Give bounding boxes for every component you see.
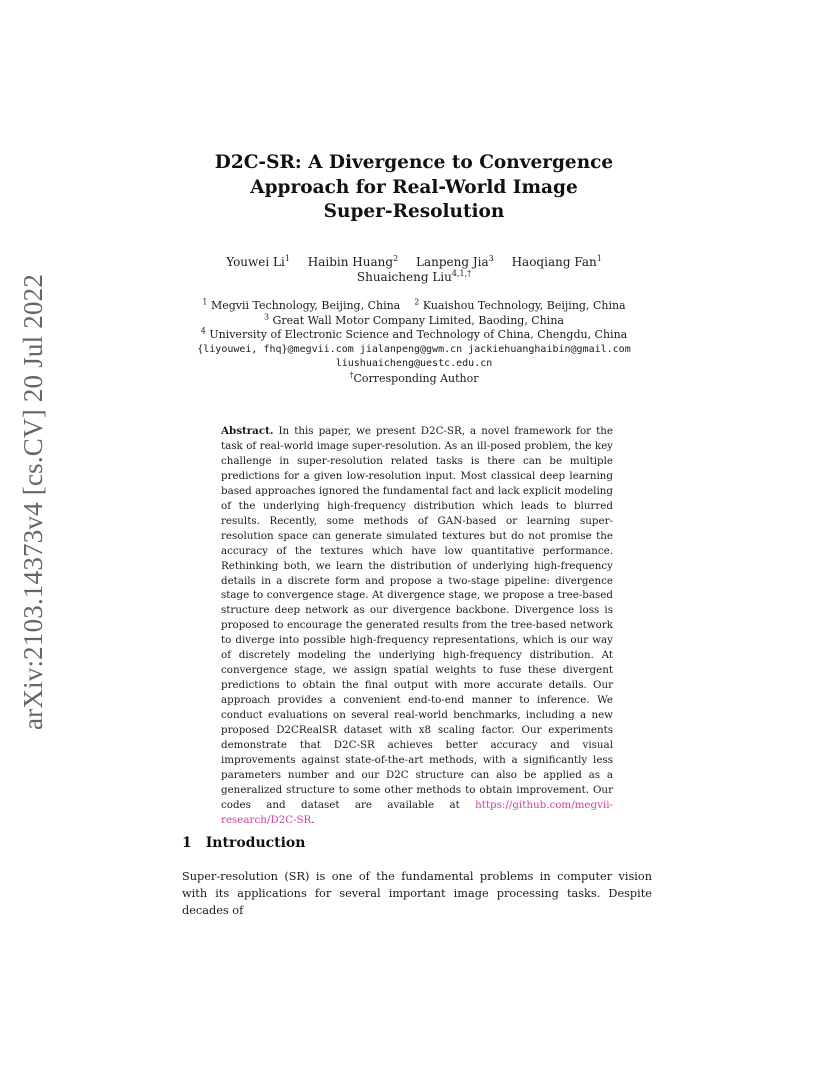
section-title: Introduction: [205, 835, 306, 851]
affiliations: $^1$ Megvii Technology, Beijing, China $^2$ Kuaishou Technology, Beijing, China $^3$ Great Wall Motor Company Limited, Baoding, China $^4$ University of Electronic Science and Technology of China, Chengdu, China {liyouwei, fhq}@megvii.com jialanpeng@gwm.cn jackiehuanghaibin@gmail.com liushuaicheng@uestc.edu.cn †Corresponding Author: [0, 299, 828, 387]
title-line: Approach for Real-World Image: [250, 176, 578, 198]
intro-paragraph: Super-resolution (SR) is one of the fundamental problems in computer vision with its applications for several important image processing tasks. Despite decades of: [182, 870, 652, 917]
arxiv-identifier: arXiv:2103.14373v4 [cs.CV] 20 Jul 2022: [18, 273, 48, 730]
affiliation: Megvii Technology, Beijing, China: [210, 299, 401, 312]
section-heading: [182, 835, 319, 851]
author: Youwei Li$^1$: [226, 254, 290, 269]
abstract-text: In this paper, we present D2C-SR, a novel framework for the task of real-world image super-resolution. As an ill-posed problem, the key challenge in super-resolution related tasks is there can be multiple predictions for a given low-resolution input. Most classical deep learning based approaches ignored the fundamental fact and lack explicit modeling of the underlying high-frequency distribution which leads to blurred results. Recently, some methods of GAN-based or learning super-resolution space can generate simulated textures but do not promise the accuracy of the textures which have low quantitative performance. Rethinking both, we learn the distribution of underlying high-frequency details in a discrete form and propose a two-stage pipeline: divergence stage to convergence stage. At divergence stage, we propose a tree-based structure deep network as our divergence backbone. Divergence loss is proposed to encourage the generated results from the tree-based network to diverge into possible high-frequency representations, which is our way of discretely modeling the underlying high-frequency distribution. At convergence stage, we assign spatial weights to fuse these divergent predictions to obtain the final output with more accurate details. Our approach provides a convenient end-to-end manner to inference. We conduct evaluations on several real-world benchmarks, including a new proposed D2CRealSR dataset with x8 scaling factor. Our experiments demonstrate that D2C-SR achieves better accuracy and visual improvements against state-of-the-art methods, with a significantly less parameters number and our D2C structure can also be applied as a generalized structure to some other methods to obtain improvement. Our codes and dataset are available at: [221, 425, 613, 811]
author: Lanpeng Jia$^3$: [415, 254, 494, 269]
affiliation: Kuaishou Technology, Beijing, China: [422, 299, 626, 312]
title-line: D2C-SR: A Divergence to Convergence: [214, 152, 614, 173]
email-addresses: {liyouwei, fhq}@megvii.com jialanpeng@gwm.cn jackiehuanghaibin@gmail.com: [197, 343, 631, 355]
abstract-label: Abstract.: [221, 425, 274, 437]
title-line: Super-Resolution: [323, 201, 505, 222]
author: Haoqiang Fan$^1$: [511, 254, 602, 269]
section-number: 1: [182, 835, 192, 851]
code-link[interactable]: https://github.com/megvii-research/D2C-SR: [221, 798, 613, 826]
affiliation: Great Wall Motor Company Limited, Baoding, China: [272, 313, 564, 327]
author: Haibin Huang$^2$: [307, 254, 399, 269]
abstract: Abstract. In this paper, we present D2C-SR, a novel framework for the task of real-world image super-resolution. As an ill-posed problem, the key challenge in super-resolution related tasks is there can be multiple predictions for a given low-resolution input. Most classical deep learning based approaches ignored the fundamental fact and lack explicit modeling of the underlying high-frequency distribution which leads to blurred results. Recently, some methods of GAN-based or learning super-resolution space can generate simulated textures but do not promise the accuracy of the textures which have low quantitative performance. Rethinking both, we learn the distribution of underlying high-frequency details in a discrete form and propose a two-stage pipeline: divergence stage to convergence stage. At divergence stage, we propose a tree-based structure deep network as our divergence backbone. Divergence loss is proposed to encourage the generated results from the tree-based network to diverge into possible high-frequency representations, which is our way of discretely modeling the underlying high-frequency distribution. At convergence stage, we assign spatial weights to fuse these divergent predictions to obtain the final output with more accurate details. Our approach provides a convenient end-to-end manner to inference. We conduct evaluations on several real-world benchmarks, including a new proposed D2CRealSR dataset with x8 scaling factor. Our experiments demonstrate that D2C-SR achieves better accuracy and visual improvements against state-of-the-art methods, with a significantly less parameters number and our D2C structure can also be applied as a generalized structure to some other methods to obtain improvement. Our codes and dataset are available at https://github.com/megvii-research/D2C-SR.: [221, 425, 613, 826]
paper-title: [0, 151, 828, 225]
affiliation: University of Electronic Science and Technology of China, Chengdu, China: [209, 328, 628, 342]
author: Shuaicheng Liu$^{4,1,\dagger}$: [356, 269, 472, 284]
email-addresses: liushuaicheng@uestc.edu.cn: [335, 358, 493, 370]
author-list: [0, 255, 828, 285]
corresponding-note: †Corresponding Author: [349, 370, 479, 385]
